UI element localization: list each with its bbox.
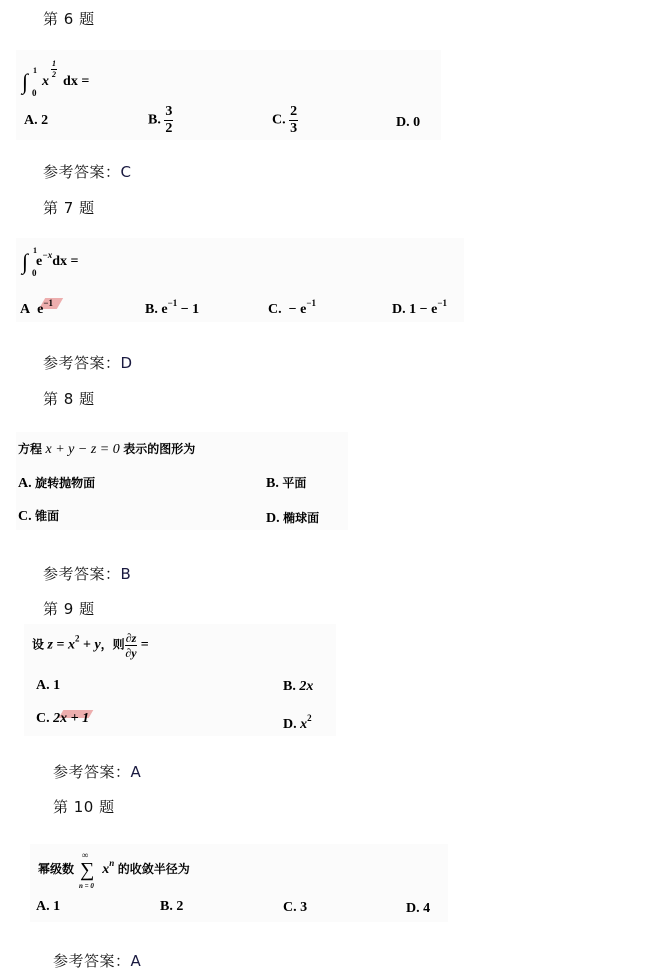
question-9-option-d: D. $x^2$	[283, 713, 312, 732]
question-7-option-a: A $e^{-1}$	[20, 298, 53, 317]
integral-symbol: ∫ 1 0	[22, 245, 37, 278]
question-7-stem: ∫ 1 0 $e^{-x}dx$ =	[22, 245, 79, 278]
question-10-stem: 幂级数 ∑ ∞ n = 0 $x^n$ 的收敛半径为	[38, 849, 190, 890]
question-8-option-d: D. 椭球面	[266, 511, 320, 526]
question-9-option-a: A. 1	[36, 678, 61, 693]
question-7-option-b: B. $e^{-1} - 1$	[145, 298, 200, 317]
question-8-option-a: A. 旋转抛物面	[18, 476, 96, 491]
question-8-stem: 方程 x + y − z = 0 表示的图形为	[18, 442, 196, 457]
question-7-option-d: D. $1 - e^{-1}$	[392, 298, 447, 317]
question-10-title: 第 10 题	[53, 798, 115, 816]
question-6-option-c: C. $\frac{2}{3}$	[272, 104, 298, 136]
question-10-image	[30, 844, 448, 922]
answer-letter: D	[120, 354, 133, 372]
question-9-title: 第 9 题	[43, 600, 95, 618]
integral-symbol: ∫ 1 0	[22, 65, 37, 98]
answer-letter: A	[130, 763, 142, 781]
question-9-option-b: B. 2x	[283, 679, 314, 694]
question-6-image	[16, 50, 441, 140]
question-7-image	[16, 238, 464, 322]
question-8-option-b: B. 平面	[266, 476, 307, 491]
question-8-option-c: C. 锥面	[18, 509, 60, 524]
question-7-option-c: C. − $e^{-1}$	[268, 298, 316, 317]
sum-symbol: ∑ ∞ n = 0	[79, 849, 95, 890]
question-9-stem: 设 $z = x^2 + y$，则 $\frac{\partial z}{\partial y}$ =	[32, 631, 149, 660]
question-8-title: 第 8 题	[43, 390, 95, 408]
answer-letter: C	[120, 163, 132, 181]
question-6-answer: 参考答案：C	[43, 163, 132, 181]
question-6-option-b: B. $\frac{3}{2}$	[148, 104, 173, 136]
question-6-option-d: D. 0	[396, 115, 421, 130]
question-9-option-c: C. 2x + 1	[36, 711, 90, 726]
question-10-option-c: C. 3	[283, 900, 308, 915]
answer-letter: A	[130, 952, 142, 970]
question-9-answer: 参考答案：A	[53, 763, 142, 781]
question-10-option-b: B. 2	[160, 899, 184, 914]
question-8-answer: 参考答案：B	[43, 565, 132, 583]
question-6-stem: ∫ 1 0 x $\frac{1}{2}$ dx =	[22, 59, 90, 98]
question-8-image	[16, 432, 348, 530]
question-6-title: 第 6 题	[43, 10, 95, 28]
question-10-answer: 参考答案：A	[53, 952, 142, 970]
question-7-title: 第 7 题	[43, 199, 95, 217]
question-6-option-a: A. 2	[24, 113, 49, 128]
question-10-option-d: D. 4	[406, 901, 431, 916]
answer-letter: B	[120, 565, 132, 583]
question-10-option-a: A. 1	[36, 899, 61, 914]
question-9-image	[24, 624, 336, 736]
question-7-answer: 参考答案：D	[43, 354, 133, 372]
